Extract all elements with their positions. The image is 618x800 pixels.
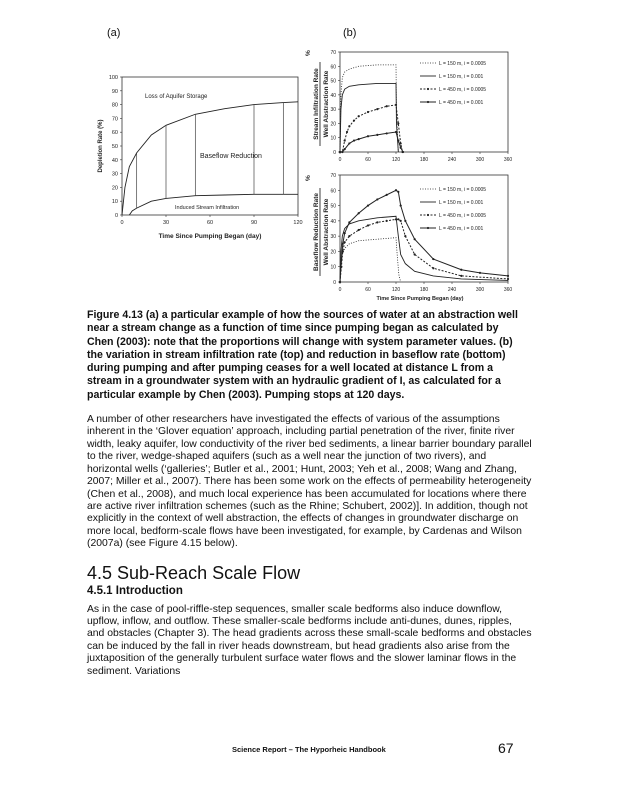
data-point (460, 275, 462, 277)
chart-b-top-ylabel-denominator: Well Abstraction Rate (323, 70, 330, 138)
data-point (386, 132, 388, 134)
data-point (404, 220, 406, 222)
chart-b-infiltration (305, 50, 512, 163)
data-point (348, 235, 350, 237)
data-point (397, 191, 399, 193)
x-tick-label: 60 (365, 287, 371, 293)
x-tick-label: 360 (503, 157, 513, 163)
chart-b-top-ylabel-numerator: Stream Infiltration Rate (313, 68, 320, 140)
legend-entry: L = 450 m, i = 0.0005 (439, 213, 487, 219)
data-point (348, 221, 350, 223)
series-line-3 (340, 132, 403, 152)
chart-b-bottom-ylabel-unit: % (305, 175, 312, 181)
x-tick-label: 0 (338, 157, 342, 163)
legend-marker (427, 214, 429, 216)
data-point (358, 138, 360, 140)
y-tick-label: 20 (111, 185, 118, 192)
data-point (400, 147, 402, 149)
data-point (386, 105, 388, 107)
x-tick-label: 120 (391, 287, 401, 293)
chart-b-top-ylabel-unit: % (305, 50, 312, 56)
data-point (358, 115, 360, 117)
data-point (367, 204, 369, 206)
series-line-0 (340, 238, 401, 282)
y-tick-label: 0 (114, 213, 118, 219)
data-point (400, 204, 402, 206)
figure-caption: Figure 4.13 (a) a particular example of how the sources of water at an abstraction well near a stream change as a function of time since pumping began as calculated by Chen (2003): note that the proportions will change with system parameter values. (b) the variation in stream infiltration rate (top) and reduction in baseflow rate (bottom) during pumping and after pumping ceases for a well located at distance L from a stream in a groundwater system with an hydraulic gradient of I, as calculated for a particular example by Chen (2003). Pumping stops at 120 days. (87, 309, 518, 401)
data-point (507, 275, 509, 277)
annotation-induced-infiltration: Induced Stream Infiltration (175, 205, 240, 211)
chart-b-baseflow (305, 173, 512, 302)
y-tick-label: 30 (330, 234, 336, 241)
x-tick-label: 120 (293, 220, 303, 226)
body-paragraph-1: A number of other researchers have investigated the effects of various of the assumptions inherent in the ‘Glover equation’ approach, including partial penetration of the river, finite river width, leaky aquifer, low conductivity of the river bed sediments, a linear barrier boundary parallel to the river, wedge-shaped aquifers (such as a well near the junction of two rivers), and horizontal wells (‘galleries’; Butler et al., 2001; Hunt, 2003; Yeh et al., 2008; Wang and Zhang, 2007; Miller et al., 2007). There has been some work on the effects of permeability heterogeneity (Chen et al., 2008), and much local experience has been accumulated for locations where there are active river infiltration schemes (such as the Rhine; Schubert, 2002)]. In addition, though not explicitly in the context of well abstraction, the effects of changes in groundwater discharge on more local, bedform-scale flows have been investigated, for example, by Cardenas and Wilson (2007a) (see Figure 4.15 below). (87, 414, 532, 550)
legend-marker (427, 227, 429, 229)
x-tick-label: 90 (250, 220, 258, 226)
y-tick-label: 0 (333, 150, 336, 156)
data-point (432, 267, 434, 269)
data-point (358, 212, 360, 214)
x-tick-label: 0 (338, 287, 342, 293)
y-tick-label: 50 (111, 144, 118, 150)
x-tick-label: 30 (162, 220, 170, 226)
data-point (348, 125, 350, 127)
data-point (340, 258, 342, 260)
data-point (344, 232, 346, 234)
x-tick-label: 300 (475, 157, 485, 163)
data-point (386, 220, 388, 222)
legend-entry: L = 450 m, i = 0.0005 (439, 87, 487, 93)
data-point (395, 104, 397, 106)
data-point (404, 235, 406, 237)
y-tick-label: 50 (330, 78, 336, 85)
legend-entry: L = 150 m, i = 0.001 (439, 74, 484, 80)
data-point (376, 108, 378, 110)
y-tick-label: 40 (111, 157, 118, 164)
chart-a-depletion-rate (98, 75, 303, 240)
data-point (395, 218, 397, 220)
data-point (339, 151, 341, 153)
x-tick-label: 60 (365, 157, 371, 163)
annotation-aquifer-storage: Loss of Aquifer Storage (145, 94, 208, 100)
legend-entry: L = 150 m, i = 0.001 (439, 200, 484, 206)
y-tick-label: 10 (111, 199, 118, 206)
x-tick-label: 120 (391, 157, 401, 163)
series-line-0 (340, 65, 398, 152)
series-line-1 (340, 83, 398, 152)
data-point (397, 218, 399, 220)
data-point (367, 224, 369, 226)
subsection-heading: 4.5.1 Introduction (87, 584, 183, 597)
data-point (376, 198, 378, 200)
footer-title: Science Report – The Hyporheic Handbook (232, 745, 386, 754)
figure-4-13 (0, 0, 618, 305)
x-tick-label: 180 (419, 157, 429, 163)
data-point (414, 238, 416, 240)
x-tick-label: 300 (475, 287, 485, 293)
data-point (376, 134, 378, 136)
x-tick-label: 60 (206, 220, 214, 226)
y-tick-label: 40 (330, 218, 336, 225)
y-tick-label: 60 (330, 188, 336, 195)
y-tick-label: 30 (330, 107, 336, 114)
y-tick-label: 100 (108, 75, 118, 81)
text-flow (87, 309, 532, 678)
data-point (367, 135, 369, 137)
data-point (344, 148, 346, 150)
chart-a-ylabel: Depletion Rate (%) (98, 119, 104, 173)
section-heading: 4.5 Sub-Reach Scale Flow (87, 562, 301, 583)
data-point (507, 278, 509, 280)
data-point (348, 142, 350, 144)
chart-b-bottom-ylabel-numerator: Baseflow Reduction Rate (313, 192, 320, 272)
data-point (400, 220, 402, 222)
panel-b-label: (b) (343, 27, 357, 39)
series-line-2 (340, 105, 403, 152)
annotation-baseflow-reduction: Baseflow Reduction (200, 153, 262, 160)
chart-b-xlabel: Time Since Pumping Began (day) (376, 296, 464, 302)
data-point (402, 151, 404, 153)
y-tick-label: 60 (111, 130, 118, 137)
x-tick-label: 180 (419, 287, 429, 293)
legend-entry: L = 150 m, i = 0.0005 (439, 61, 487, 67)
data-point (376, 221, 378, 223)
data-point (358, 229, 360, 231)
data-point (397, 122, 399, 124)
y-tick-label: 10 (330, 135, 336, 142)
y-tick-label: 70 (330, 50, 336, 56)
y-tick-label: 20 (330, 249, 336, 256)
data-point (460, 269, 462, 271)
data-point (395, 131, 397, 133)
data-point (367, 111, 369, 113)
y-tick-label: 50 (330, 203, 336, 210)
chart-a-xlabel: Time Since Pumping Began (day) (158, 233, 262, 240)
chart-b-bottom-ylabel-denominator: Well Abstraction Rate (323, 198, 330, 266)
data-point (341, 151, 343, 153)
y-tick-label: 60 (330, 64, 336, 71)
y-tick-label: 80 (111, 102, 118, 109)
y-tick-label: 10 (330, 264, 336, 271)
legend-entry: L = 450 m, i = 0.001 (439, 226, 484, 232)
y-tick-label: 70 (111, 116, 118, 123)
data-point (432, 258, 434, 260)
body-paragraph-2: As in the case of pool-riffle-step sequences, smaller scale bedforms also induce downflow, upflow, inflow, and outflow. These smaller-scale bedforms include anti-dunes, dunes, ripples, and obstacles (Chapter 3). The head gradients across these small-scale bedforms and obstacles can be induced by the fall in river heads downstream, but head gradients also arise from the juxtaposition of the generally turbulent surface water flows and the slower laminar flows in the sediment. Variations (87, 603, 532, 677)
x-tick-label: 360 (503, 287, 513, 293)
y-tick-label: 0 (333, 280, 336, 286)
data-point (353, 119, 355, 121)
x-tick-label: 240 (447, 157, 457, 163)
page-number: 67 (498, 740, 514, 756)
data-point (346, 131, 348, 133)
data-point (414, 253, 416, 255)
data-point (344, 139, 346, 141)
y-tick-label: 70 (330, 173, 336, 179)
legend-marker (427, 101, 429, 103)
data-point (395, 189, 397, 191)
data-point (353, 139, 355, 141)
data-point (397, 139, 399, 141)
data-point (342, 243, 344, 245)
legend-entry: L = 150 m, i = 0.0005 (439, 187, 487, 193)
y-tick-label: 30 (111, 171, 118, 178)
data-point (339, 281, 341, 283)
data-point (386, 194, 388, 196)
x-tick-label: 240 (447, 287, 457, 293)
panel-a-label: (a) (107, 27, 121, 39)
legend-entry: L = 450 m, i = 0.001 (439, 100, 484, 106)
y-tick-label: 90 (111, 88, 118, 95)
data-point (344, 241, 346, 243)
x-tick-label: 0 (120, 220, 124, 226)
y-tick-label: 20 (330, 121, 336, 128)
y-tick-label: 40 (330, 92, 336, 99)
data-point (479, 272, 481, 274)
legend-marker (427, 88, 429, 90)
